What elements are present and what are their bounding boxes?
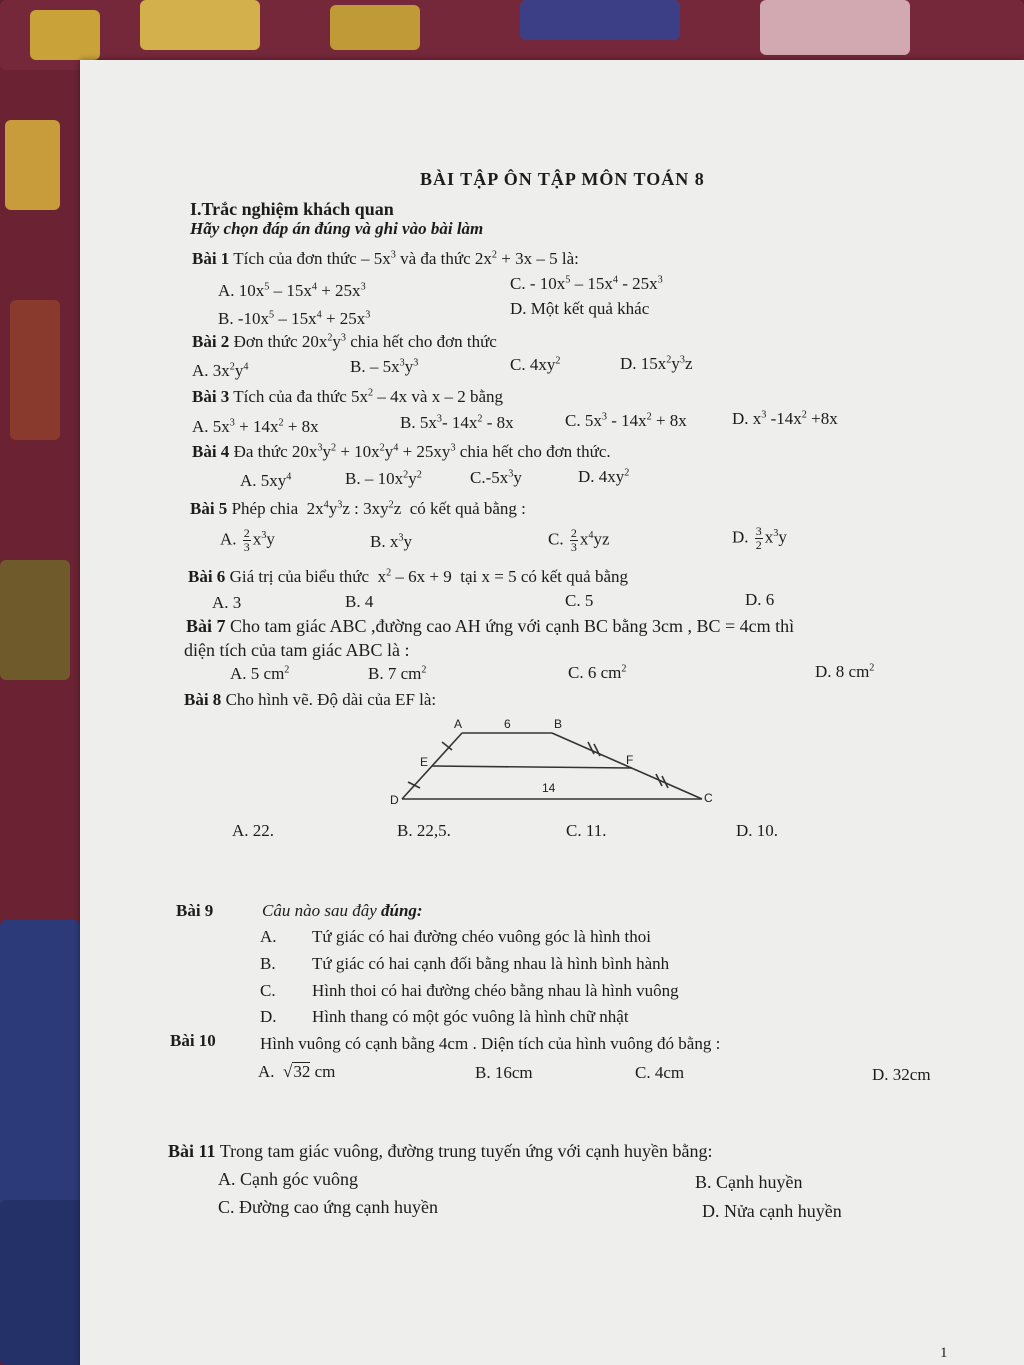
q9-option-a: A. Tứ giác có hai đường chéo vuông góc là hình thoi xyxy=(260,927,652,946)
q2-option-a: A. $3x^2y^4$ xyxy=(192,361,249,380)
q7-option-a: A. 5 $cm^2$ xyxy=(230,664,290,683)
instruction: Hãy chọn đáp án đúng và ghi vào bài làm xyxy=(190,219,484,238)
tick-bf-2 xyxy=(594,744,600,756)
q9-option-b: B. Tứ giác có hai cạnh đối bằng nhau là hình bình hành xyxy=(260,954,670,973)
question-label: Bài 1 xyxy=(192,249,230,268)
page-title: BÀI TẬP ÔN TẬP MÔN TOÁN 8 xyxy=(420,169,705,189)
q11-option-b: B. Cạnh huyền xyxy=(695,1172,803,1192)
q9-option-c: C. Hình thoi có hai đường chéo bằng nhau là hình vuông xyxy=(260,981,679,1000)
question-3: Bài 3 Tích của đa thức $5x^2 - 4x$ và x – 2 bằng xyxy=(192,387,503,406)
label-e: E xyxy=(420,755,429,769)
question-7: Bài 7 Cho tam giác ABC ,đường cao AH ứng với cạnh BC bằng 3cm , BC = 4cm thì xyxy=(186,616,795,636)
tick-ed xyxy=(408,782,420,788)
q6-option-b: B. 4 xyxy=(345,592,374,611)
question-11: Bài 11 Trong tam giác vuông, đường trung tuyến ứng với cạnh huyền bằng: xyxy=(168,1141,713,1161)
question-5: Bài 5 Phép chia $2x^4y^3z$ : $3xy^2z$ có kết quả bằng : xyxy=(190,499,526,518)
label-d: D xyxy=(390,793,399,807)
q3-option-b: B. $5x^3-$ $14x^2 - 8x$ xyxy=(400,413,514,432)
label-f: F xyxy=(626,753,634,767)
q1-option-c: C. - $10x^5 - 15x^4 - 25x^3$ xyxy=(510,274,663,293)
q4-option-d: D. $4xy^2$ xyxy=(578,467,630,486)
q8-option-c: C. 11. xyxy=(566,821,607,840)
q1-option-a: A. $10x^5 - 15x^4 + 25x^3$ xyxy=(218,281,366,300)
q5-option-b: B. $x^3y$ xyxy=(370,532,412,551)
q6-option-a: A. 3 xyxy=(212,593,242,612)
q8-option-d: D. 10. xyxy=(736,821,779,840)
q10-option-d: D. 32cm xyxy=(872,1065,931,1084)
q1-option-d: D. Một kết quả khác xyxy=(510,299,650,318)
label-c: C xyxy=(704,791,713,805)
question-4: Bài 4 Đa thức $20x^3y^2 + 10x^2y^4 + 25xy^3$ chia hết cho đơn thức. xyxy=(192,442,611,461)
q2-option-b: B. – $5x^3y^3$ xyxy=(350,357,419,376)
segment-ef xyxy=(432,766,632,768)
q11-option-a: A. Cạnh góc vuông xyxy=(218,1169,358,1189)
q10-option-c: C. 4cm xyxy=(635,1063,685,1082)
q7-option-b: B. 7 $cm^2$ xyxy=(368,664,427,683)
page-number: 1 xyxy=(940,1345,948,1361)
q8-option-a: A. 22. xyxy=(232,821,275,840)
label-dc-length: 14 xyxy=(542,781,556,795)
question-1: Bài 1 Tích của đơn thức – $5x^3$ và đa thức $2x^2 + 3x - 5$ là: xyxy=(192,249,579,268)
q10-option-a: A. √32 cm xyxy=(258,1062,336,1081)
q11-option-d: D. Nửa cạnh huyền xyxy=(702,1201,842,1221)
q5-option-d: D. $\frac{3}{2}$ $x^3y$ xyxy=(732,524,787,552)
q4-option-a: A. $5xy^4$ xyxy=(240,471,292,490)
q3-option-d: D. $x^3$ $-14x^2 +8x$ xyxy=(732,409,838,428)
question-6: Bài 6 Giá trị của biểu thức $x^2 - 6x + 9$ tại x = 5 có kết quả bằng xyxy=(188,567,628,586)
question-9-label: Bài 9 xyxy=(176,901,214,920)
question-10: Hình vuông có cạnh bằng 4cm . Diện tích của hình vuông đó bằng : xyxy=(260,1034,721,1053)
q6-option-d: D. 6 xyxy=(745,590,775,609)
question-2: Bài 2 Đơn thức $20x^2y^3$ chia hết cho đơn thức xyxy=(192,332,497,351)
label-a: A xyxy=(454,717,463,731)
question-9: Câu nào sau đây đúng: xyxy=(262,901,423,920)
q5-option-a: A. $\frac{2}{3}$ $x^3y$ xyxy=(220,526,275,554)
q1-option-b: B. $-10x^5 - 15x^4 + 25x^3$ xyxy=(218,309,371,328)
q2-option-d: D. $15x^2y^3z$ xyxy=(620,354,693,373)
q4-option-b: B. – $10x^2y^2$ xyxy=(345,469,422,488)
section-heading: I.Trắc nghiệm khách quan xyxy=(190,199,394,219)
q9-option-d: D. Hình thang có một góc vuông là hình chữ nhật xyxy=(260,1007,629,1026)
q3-option-a: A. $5x^3 + 14x^2 + 8x$ xyxy=(192,417,319,436)
question-7-cont: diện tích của tam giác ABC là : xyxy=(184,640,410,660)
question-8: Bài 8 Cho hình vẽ. Độ dài của EF là: xyxy=(184,690,437,709)
question-10-label: Bài 10 xyxy=(170,1031,216,1050)
tick-bf-1 xyxy=(588,742,594,754)
q4-option-c: $C.-5x^3y$ xyxy=(470,468,522,487)
q8-option-b: B. 22,5. xyxy=(397,821,451,840)
label-ab-length: 6 xyxy=(504,717,511,731)
q6-option-c: C. 5 xyxy=(565,591,594,610)
q7-option-d: D. 8 $cm^2$ xyxy=(815,662,875,681)
q3-option-c: C. $5x^3 - 14x^2 + 8x$ xyxy=(565,411,687,430)
q10-option-b: B. 16cm xyxy=(475,1063,533,1082)
trapezoid-figure xyxy=(380,712,730,812)
q2-option-c: C. $4xy^2$ xyxy=(510,355,561,374)
q5-option-c: C. $\frac{2}{3}$ $x^4yz$ xyxy=(548,526,610,554)
label-b: B xyxy=(554,717,563,731)
q7-option-c: C. 6 $cm^2$ xyxy=(568,663,627,682)
q11-option-c: C. Đường cao ứng cạnh huyền xyxy=(218,1197,438,1217)
